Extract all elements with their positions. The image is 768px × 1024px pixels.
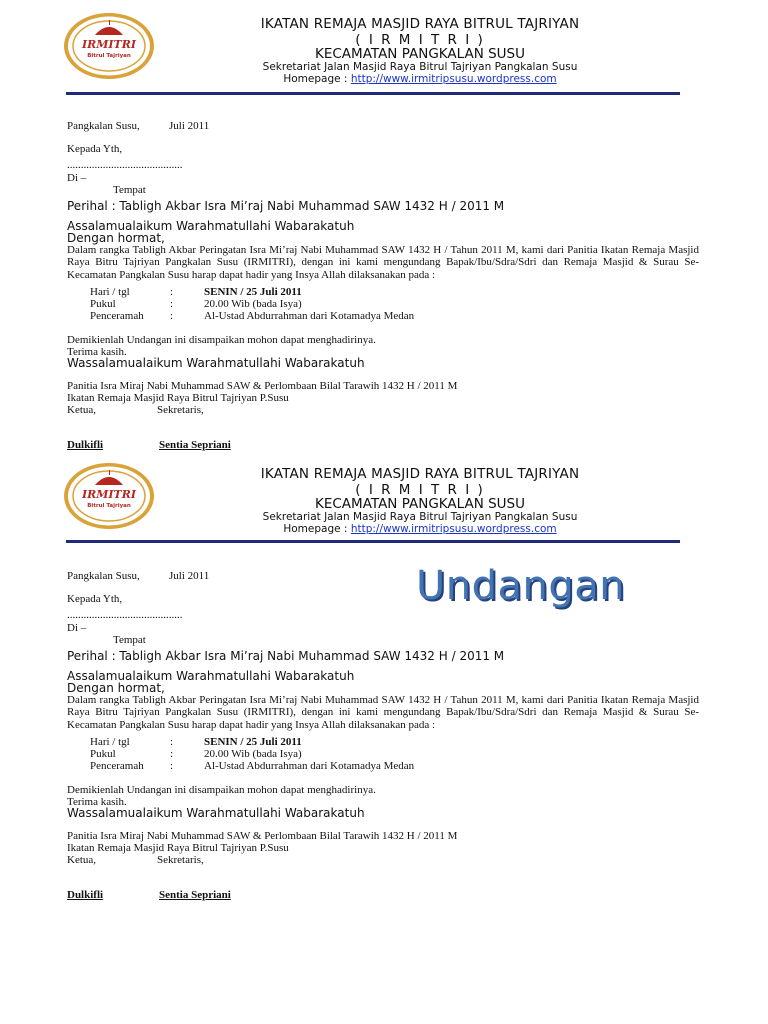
- perihal: Perihal : Tabligh Akbar Isra Mi’raj Nabi Muhammad SAW 1432 H / 2011 M: [67, 199, 505, 213]
- thanks: Terima kasih.: [67, 346, 127, 358]
- detail-sep: :: [170, 736, 174, 748]
- homepage-label: Homepage :: [283, 73, 348, 85]
- detail-value: SENIN / 25 Juli 2011: [204, 286, 302, 298]
- org-name: IKATAN REMAJA MASJID RAYA BITRUL TAJRIYAN: [260, 16, 580, 32]
- salam-open: Assalamualaikum Warahmatullahi Wabarakatuh: [67, 219, 355, 233]
- committee: Panitia Isra Miraj Nabi Muhammad SAW & Perlombaan Bilal Tarawih 1432 H / 2011 M: [67, 830, 458, 842]
- detail-value: 20.00 Wib (bada Isya): [204, 748, 302, 760]
- homepage-label: Homepage :: [283, 523, 348, 535]
- closing: Demikienlah Undangan ini disampaikan mohon dapat menghadirinya.: [67, 784, 376, 796]
- ketua-name: Dulkifli: [67, 889, 104, 901]
- recipient-label: Kepada Yth,: [67, 593, 123, 605]
- tempat-label: Tempat: [113, 634, 146, 646]
- secretariat: Sekretariat Jalan Masjid Raya Bitrul Tajriyan Pangkalan Susu: [262, 61, 578, 73]
- header-rule: [66, 92, 680, 95]
- svg-text:IRMITRI: IRMITRI: [81, 38, 137, 51]
- salam-close: Wassalamualaikum Warahmatullahi Wabarakatuh: [67, 356, 365, 370]
- detail-label: Hari / tgl: [90, 286, 130, 298]
- detail-sep: :: [170, 760, 174, 772]
- svg-text:Bitrul Tajriyan: Bitrul Tajriyan: [87, 53, 131, 59]
- di-label: Di –: [67, 172, 87, 184]
- recipient-label: Kepada Yth,: [67, 143, 123, 155]
- org-abbr: ( I R M I T R I ): [355, 32, 485, 48]
- homepage-link[interactable]: http://www.irmitripsusu.wordpress.com: [350, 73, 557, 85]
- invitation-letter-1: [0, 0, 768, 450]
- secretariat: Sekretariat Jalan Masjid Raya Bitrul Tajriyan Pangkalan Susu: [262, 511, 578, 523]
- committee: Panitia Isra Miraj Nabi Muhammad SAW & Perlombaan Bilal Tarawih 1432 H / 2011 M: [67, 380, 458, 392]
- detail-sep: :: [170, 310, 174, 322]
- place-date: Pangkalan Susu,: [67, 570, 140, 582]
- district: KECAMATAN PANGKALAN SUSU: [315, 496, 525, 512]
- detail-label: Penceramah: [90, 310, 144, 322]
- detail-sep: :: [170, 286, 174, 298]
- salam-open: Assalamualaikum Warahmatullahi Wabarakatuh: [67, 669, 355, 683]
- detail-value: 20.00 Wib (bada Isya): [204, 298, 302, 310]
- di-label: Di –: [67, 622, 87, 634]
- detail-sep: :: [170, 748, 174, 760]
- org-short: Ikatan Remaja Masjid Raya Bitrul Tajriyan P.Susu: [67, 392, 289, 404]
- detail-value: Al-Ustad Abdurrahman dari Kotamadya Medan: [204, 310, 415, 322]
- salam-close: Wassalamualaikum Warahmatullahi Wabarakatuh: [67, 806, 365, 820]
- perihal: Perihal : Tabligh Akbar Isra Mi’raj Nabi Muhammad SAW 1432 H / 2011 M: [67, 649, 505, 663]
- district: KECAMATAN PANGKALAN SUSU: [315, 46, 525, 62]
- detail-value: Al-Ustad Abdurrahman dari Kotamadya Medan: [204, 760, 415, 772]
- ketua-label: Ketua,: [67, 854, 97, 866]
- tempat-label: Tempat: [113, 184, 146, 196]
- detail-value: SENIN / 25 Juli 2011: [204, 736, 302, 748]
- closing: Demikienlah Undangan ini disampaikan mohon dapat menghadirinya.: [67, 334, 376, 346]
- sekretaris-label: Sekretaris,: [157, 854, 204, 866]
- ketua-name: Dulkifli: [67, 439, 104, 451]
- greeting: Dengan hormat,: [67, 231, 165, 245]
- undangan-title: Undangan: [416, 563, 626, 609]
- invitation-letter-2: [0, 450, 768, 900]
- sekretaris-name: Sentia Sepriani: [159, 439, 231, 451]
- letter-body: Dalam rangka Tabligh Akbar Peringatan Isra Mi’raj Nabi Muhammad SAW 1432 H / Tahun 2011 M, kami dari Panitia Ikatan Remaja Masjid Raya Bitru Tajriyan Pangkalan Susu (IRMITRI), dengan ini kami mengundang Bapak/Ibu/Sdra/Sdri dan Remaja Masjid & Surau Se-Kecamatan Pangkalan Susu harap dapat hadir yang Insya Allah dilaksanakan pada :: [67, 244, 699, 281]
- thanks: Terima kasih.: [67, 796, 127, 808]
- place-date: Pangkalan Susu,: [67, 120, 140, 132]
- svg-text:Bitrul Tajriyan: Bitrul Tajriyan: [87, 503, 131, 509]
- homepage-line: [140, 73, 700, 85]
- homepage-line: [140, 523, 700, 535]
- org-abbr: ( I R M I T R I ): [355, 482, 485, 498]
- date: Juli 2011: [169, 120, 210, 132]
- header-rule: [66, 540, 680, 543]
- detail-label: Pukul: [90, 748, 116, 760]
- org-short: Ikatan Remaja Masjid Raya Bitrul Tajriyan P.Susu: [67, 842, 289, 854]
- recipient-dots: ..........................................: [67, 609, 183, 621]
- letter-body: Dalam rangka Tabligh Akbar Peringatan Isra Mi’raj Nabi Muhammad SAW 1432 H / Tahun 2011 M, kami dari Panitia Ikatan Remaja Masjid Raya Bitru Tajriyan Pangkalan Susu (IRMITRI), dengan ini kami mengundang Bapak/Ibu/Sdra/Sdri dan Remaja Masjid & Surau Se-Kecamatan Pangkalan Susu harap dapat hadir yang Insya Allah dilaksanakan pada :: [67, 694, 699, 731]
- greeting: Dengan hormat,: [67, 681, 165, 695]
- sekretaris-name: Sentia Sepriani: [159, 889, 231, 901]
- svg-text:IRMITRI: IRMITRI: [81, 488, 137, 501]
- date: Juli 2011: [169, 570, 210, 582]
- detail-label: Penceramah: [90, 760, 144, 772]
- detail-sep: :: [170, 298, 174, 310]
- detail-label: Pukul: [90, 298, 116, 310]
- detail-label: Hari / tgl: [90, 736, 130, 748]
- recipient-dots: ..........................................: [67, 159, 183, 171]
- homepage-link[interactable]: http://www.irmitripsusu.wordpress.com: [350, 523, 557, 535]
- sekretaris-label: Sekretaris,: [157, 404, 204, 416]
- ketua-label: Ketua,: [67, 404, 97, 416]
- org-name: IKATAN REMAJA MASJID RAYA BITRUL TAJRIYAN: [260, 466, 580, 482]
